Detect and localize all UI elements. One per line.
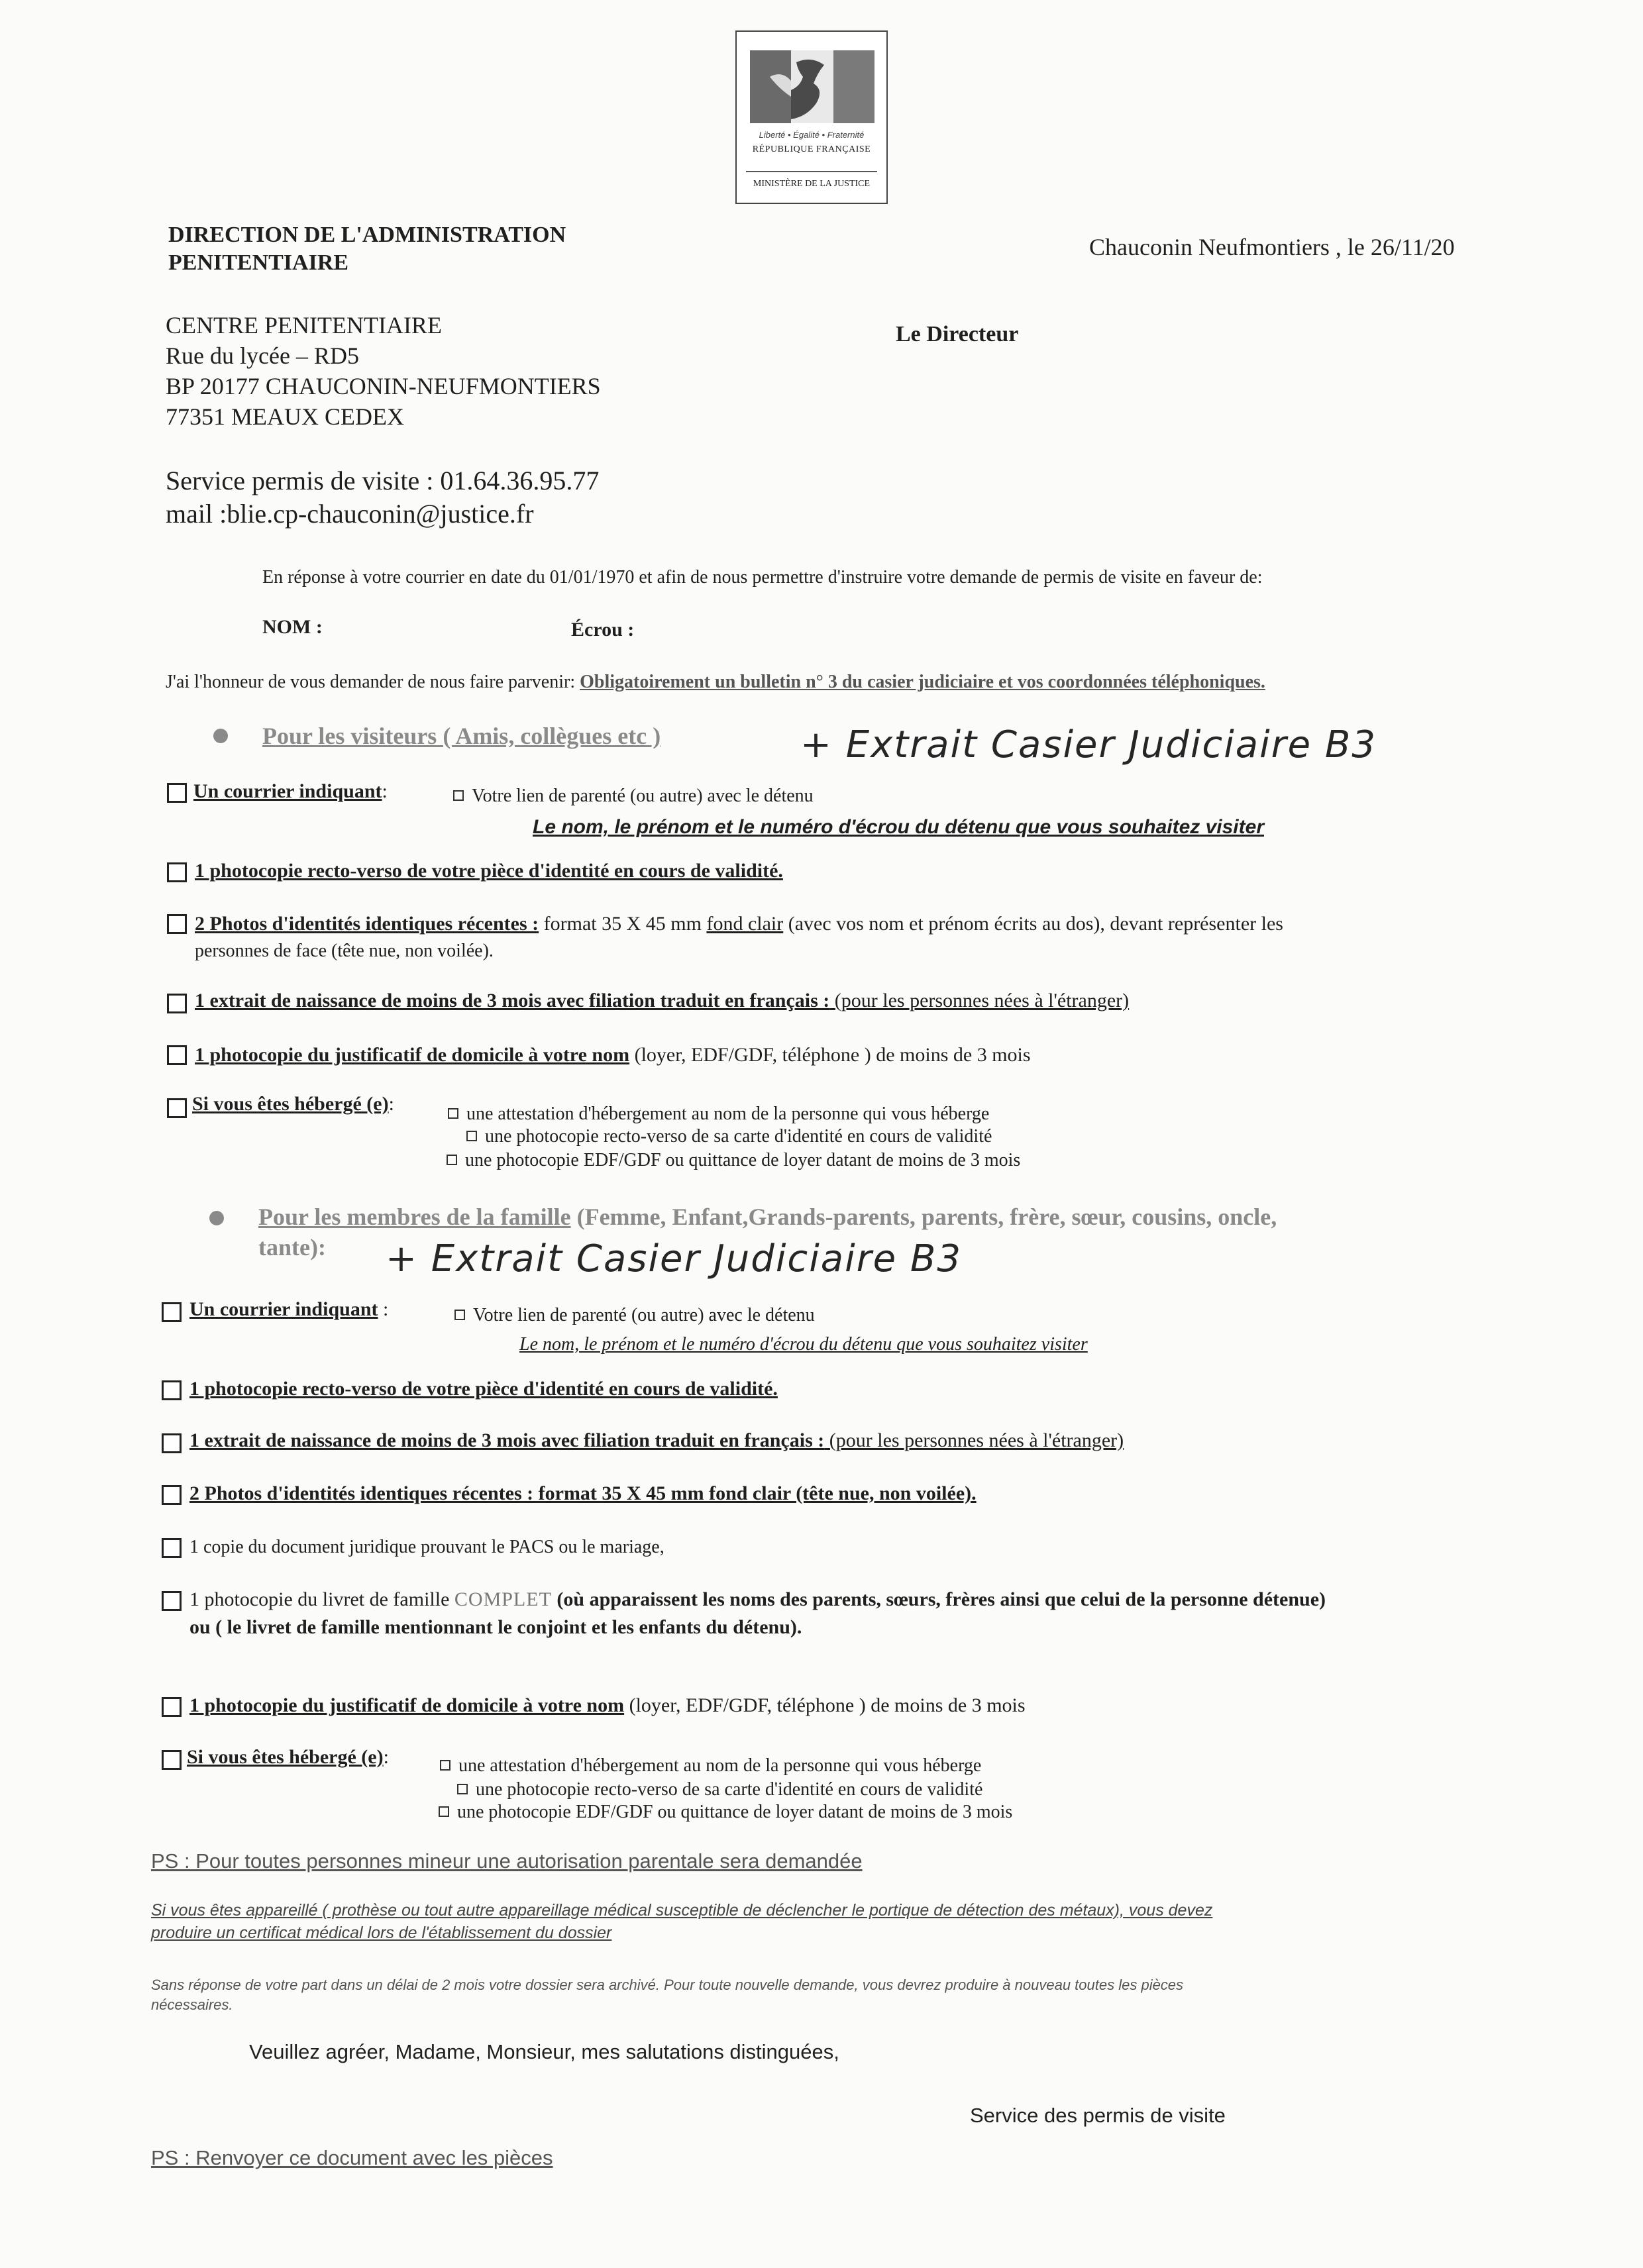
family-heberge-line [187,1746,389,1769]
visitors-courrier-detail: Le nom, le prénom et le numéro d'écrou du détenu que vous souhaitez visiter [533,816,1264,838]
visitors-id-checkbox[interactable] [167,862,187,882]
visitors-domicile-line [195,1044,1031,1066]
family-courrier-label: Un courrier indiquant [189,1298,378,1320]
visitors-heberge-opt1 [448,1104,989,1125]
centre-line4: 77351 MEAUX CEDEX [166,403,404,430]
family-id-checkbox[interactable] [162,1380,182,1400]
visitors-heading: Pour les visiteurs ( Amis, collègues etc ) [262,723,661,749]
ps-renvoyer: PS : Renvoyer ce document avec les pièces [151,2146,553,2169]
family-courrier-option [454,1305,815,1326]
family-birth-line [189,1429,1124,1452]
visitors-courrier-option [453,786,814,807]
republique-logo [735,30,888,204]
visitors-photos-format: format 35 X 45 mm [539,913,707,935]
intro-line: En réponse à votre courrier en date du 01/01/1970 et afin de nous permettre d'instruire votre demande de permis de visite en faveur de: [262,567,1263,588]
sans-reponse-line2: nécessaires. [151,1996,233,2013]
visitors-id-copy: 1 photocopie recto-verso de votre pièce d'identité en cours de validité. [195,860,783,882]
family-heberge-colon: : [383,1746,389,1768]
visitors-courrier-colon: : [382,780,388,802]
visitors-photos-line2: personnes de face (tête nue, non voilée). [195,941,494,961]
logo-motto: Liberté • Égalité • Fraternité [759,130,865,140]
family-courrier-option-text: Votre lien de parenté (ou autre) avec le détenu [473,1305,815,1325]
family-domicile-checkbox[interactable] [162,1697,182,1717]
family-heberge-opt2-text: une photocopie recto-verso de sa carte d'identité en cours de validité [476,1779,983,1800]
visitors-photos-label: 2 Photos d'identités identiques récentes : [195,913,539,935]
family-heberge-label: Si vous êtes hébergé (e) [187,1746,384,1768]
visitors-domicile-label: 1 photocopie du justificatif de domicile à votre nom [195,1044,630,1066]
sans-reponse-line1: Sans réponse de votre part dans un délai de 2 mois votre dossier sera archivé. Pour toute nouvelle demande, vous devrez produire à nouveau toutes les pièces [151,1977,1184,1993]
visitors-photos-checkbox[interactable] [167,914,187,934]
family-heading-line1 [258,1203,1277,1231]
direction-line1: DIRECTION DE L'ADMINISTRATION [168,223,566,247]
visitors-photos-fond: fond clair [706,913,784,935]
visitors-heberge-label: Si vous êtes hébergé (e) [192,1093,389,1115]
visitors-bullet [213,729,228,743]
visitors-heberge-opt3-text: une photocopie EDF/GDF ou quittance de loyer datant de moins de 3 mois [465,1150,1021,1170]
visitors-courrier-option-text: Votre lien de parenté (ou autre) avec le détenu [472,786,814,806]
salutations: Veuillez agréer, Madame, Monsieur, mes salutations distinguées, [249,2040,839,2063]
ecrou-label: Écrou : [571,619,635,641]
family-heberge-opt2-checkbox[interactable] [457,1784,468,1794]
family-heading-rest: (Femme, Enfant,Grands-parents, parents, frère, sœur, cousins, oncle, [570,1204,1277,1230]
service-mail: mail :blie.cp-chauconin@justice.fr [166,499,534,529]
family-livret-checkbox[interactable] [162,1591,182,1611]
family-photos: 2 Photos d'identités identiques récentes : format 35 X 45 mm fond clair (tête nue, non voilée). [189,1482,977,1504]
request-requirement: Obligatoirement un bulletin n° 3 du casier judiciaire et vos coordonnées téléphoniques. [580,672,1265,692]
visitors-heberge-checkbox[interactable] [167,1098,187,1118]
visitors-birth-paren: (pour les personnes nées à l'étranger) [829,990,1130,1011]
family-livret-line1 [189,1588,1326,1611]
visitors-heberge-line [192,1093,394,1115]
visitors-photos-line1 [195,913,1283,935]
family-courrier-option-checkbox[interactable] [454,1310,465,1320]
family-heading: Pour les membres de la famille [258,1204,571,1230]
family-courrier-detail: Le nom, le prénom et le numéro d'écrou du détenu que vous souhaitez visiter [519,1334,1088,1355]
family-birth-paren: (pour les personnes nées à l'étranger) [824,1429,1124,1451]
direction-line2: PENITENTIAIRE [168,250,349,275]
request-line [166,672,1265,693]
appareille-line1: Si vous êtes appareillé ( prothèse ou tout autre appareillage médical susceptible de déclencher le portique de détection des métaux), vous devez [151,1901,1213,1920]
family-birth-label: 1 extrait de naissance de moins de 3 mois avec filiation traduit en français : [189,1429,825,1451]
visitors-birth-checkbox[interactable] [167,994,187,1013]
centre-line2: Rue du lycée – RD5 [166,342,359,369]
request-prefix: J'ai l'honneur de vous demander de nous faire parvenir: [166,672,580,692]
family-heberge-opt2 [457,1779,982,1800]
visitors-birth-label: 1 extrait de naissance de moins de 3 mois avec filiation traduit en français : [195,990,830,1011]
family-courrier-checkbox[interactable] [162,1302,182,1322]
family-heberge-opt3-checkbox[interactable] [439,1806,449,1817]
service-phone: Service permis de visite : 01.64.36.95.77 [166,466,600,495]
visitors-heberge-opt2-checkbox[interactable] [466,1131,477,1141]
family-handwritten-note: + Extrait Casier Judiciaire B3 [386,1237,962,1280]
family-heading-line2: tante): [258,1234,326,1261]
visitors-heberge-opt2 [466,1126,992,1147]
family-domicile-label: 1 photocopie du justificatif de domicile à votre nom [189,1694,625,1716]
family-id-copy: 1 photocopie recto-verso de votre pièce d'identité en cours de validité. [189,1378,778,1400]
logo-ministry: MINISTÈRE DE LA JUSTICE [753,179,871,189]
visitors-heberge-colon: : [388,1093,394,1115]
family-photos-checkbox[interactable] [162,1485,182,1505]
visitors-courrier-option-checkbox[interactable] [453,790,464,801]
ps-minor: PS : Pour toutes personnes mineur une autorisation parentale sera demandée [151,1849,863,1873]
family-livret-rest: (où apparaissent les noms des parents, sœurs, frères ainsi que celui de la personne détenue) [551,1588,1326,1610]
signature: Service des permis de visite [970,2104,1226,2127]
family-livret-prefix: 1 photocopie du livret de famille [189,1588,454,1610]
logo-republic: RÉPUBLIQUE FRANÇAISE [752,144,871,154]
logo-divider [746,171,877,172]
visitors-courrier-line [193,780,388,803]
family-heberge-checkbox[interactable] [162,1750,182,1770]
place-date: Chauconin Neufmontiers , le 26/11/20 [1089,234,1455,260]
family-birth-checkbox[interactable] [162,1433,182,1453]
family-courrier-colon: : [383,1298,389,1320]
visitors-handwritten-note: + Extrait Casier Judiciaire B3 [800,723,1377,766]
family-pacs: 1 copie du document juridique prouvant le PACS ou le mariage, [189,1537,664,1557]
family-domicile-line [189,1694,1026,1717]
family-heberge-opt3-text: une photocopie EDF/GDF ou quittance de loyer datant de moins de 3 mois [457,1802,1013,1822]
family-heberge-opt1-checkbox[interactable] [440,1760,450,1771]
visitors-heberge-opt3 [447,1150,1020,1171]
visitors-birth-line [195,990,1129,1012]
family-livret-complet: COMPLET [454,1588,552,1610]
family-pacs-checkbox[interactable] [162,1538,182,1558]
family-heberge-opt1 [440,1755,981,1777]
visitors-heberge-opt3-checkbox[interactable] [447,1155,457,1165]
visitors-heberge-opt1-checkbox[interactable] [448,1108,458,1119]
visitors-heberge-opt2-text: une photocopie recto-verso de sa carte d'identité en cours de validité [485,1126,992,1147]
appareille-line2: produire un certificat médical lors de l'établissement du dossier [151,1924,612,1942]
centre-line3: BP 20177 CHAUCONIN-NEUFMONTIERS [166,373,601,399]
marianne-emblem-icon [750,50,874,123]
visitors-photos-rest: (avec vos nom et prénom écrits au dos), devant représenter les [783,913,1283,935]
family-heberge-opt3 [439,1802,1012,1823]
family-livret-line2: ou ( le livret de famille mentionnant le conjoint et les enfants du détenu). [189,1616,802,1638]
centre-line1: CENTRE PENITENTIAIRE [166,312,442,338]
family-bullet [209,1211,224,1225]
visitors-domicile-rest: (loyer, EDF/GDF, téléphone ) de moins de 3 mois [629,1044,1031,1066]
family-courrier-line [189,1298,388,1321]
family-domicile-rest: (loyer, EDF/GDF, téléphone ) de moins de 3 mois [624,1694,1026,1716]
family-heberge-opt1-text: une attestation d'hébergement au nom de la personne qui vous héberge [458,1755,982,1776]
visitors-courrier-label: Un courrier indiquant [193,780,382,802]
nom-label: NOM : [262,616,323,638]
visitors-heberge-opt1-text: une attestation d'hébergement au nom de la personne qui vous héberge [466,1104,990,1124]
visitors-courrier-checkbox[interactable] [167,783,187,803]
visitors-domicile-checkbox[interactable] [167,1045,187,1065]
director-title: Le Directeur [896,322,1019,346]
